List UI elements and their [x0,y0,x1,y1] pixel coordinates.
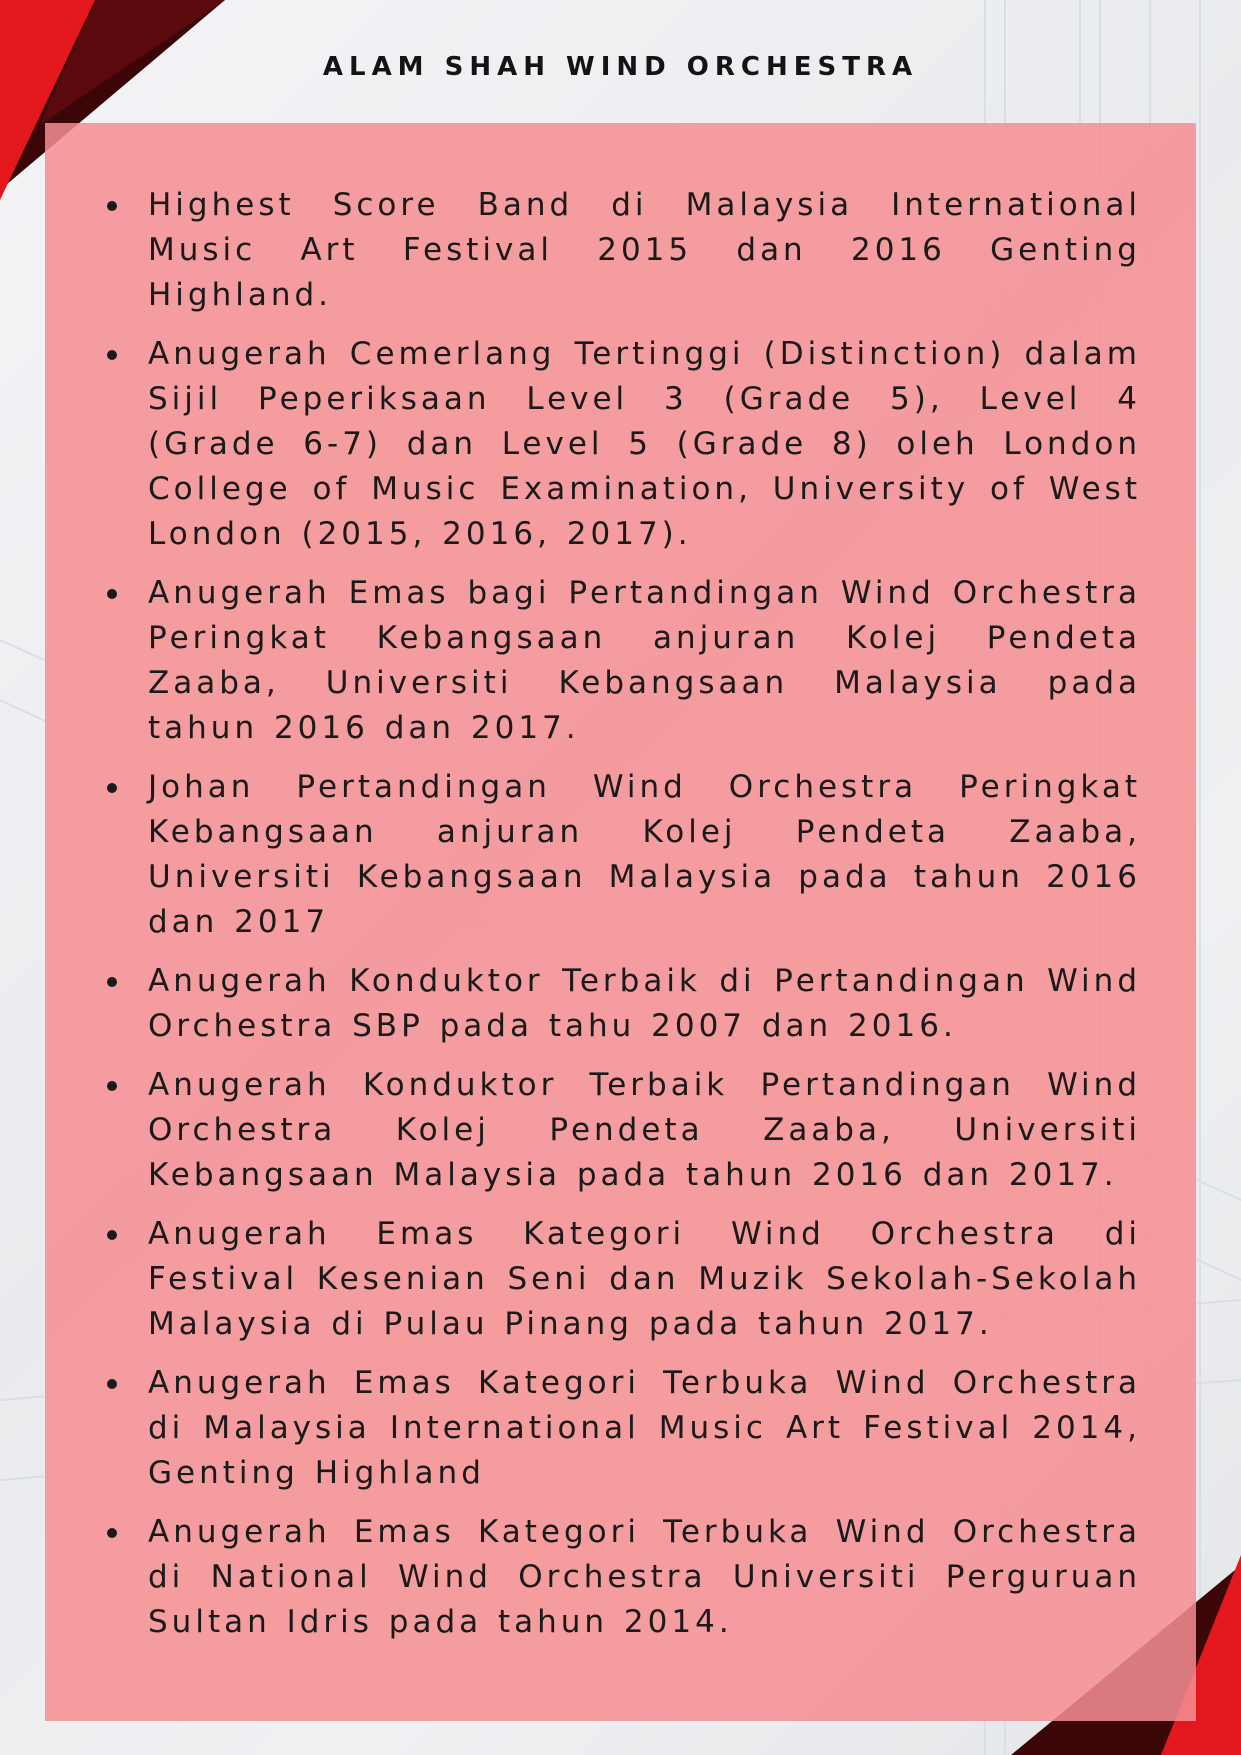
list-item [105,1510,1141,1645]
achievement-text: Anugerah Konduktor Terbaik di Pertandingan Wind Orchestra SBP pada tahu 2007 dan 2016. [148,963,1141,1044]
list-item [105,1361,1141,1496]
page-title: ALAM SHAH WIND ORCHESTRA [322,52,919,82]
achievement-text: Anugerah Cemerlang Tertinggi (Distinction) dalam Sijil Peperiksaan Level 3 (Grade 5), Level 4 (Grade 6-7) dan Level 5 (Grade 8) oleh London College of Music Examination, University of West London (2015, 2016, 2017). [148,336,1141,552]
achievements-panel [45,123,1196,1721]
bullet-icon [107,1528,117,1538]
bullet-icon [107,201,117,211]
bullet-icon [107,1081,117,1091]
achievement-text: Anugerah Emas Kategori Terbuka Wind Orchestra di Malaysia International Music Art Festival 2014, Genting Highland [148,1365,1141,1491]
achievements-list [105,183,1141,1659]
bullet-icon [107,589,117,599]
list-item [105,183,1141,318]
achievement-text: Anugerah Konduktor Terbaik Pertandingan Wind Orchestra Kolej Pendeta Zaaba, Universiti Kebangsaan Malaysia pada tahun 2016 dan 2017. [148,1067,1141,1193]
achievement-text: Highest Score Band di Malaysia International Music Art Festival 2015 dan 2016 Genting Highland. [148,187,1141,313]
achievement-text: Anugerah Emas Kategori Terbuka Wind Orchestra di National Wind Orchestra Universiti Perguruan Sultan Idris pada tahun 2014. [148,1514,1141,1640]
list-item [105,1212,1141,1347]
list-item [105,1063,1141,1198]
bullet-icon [107,1379,117,1389]
list-item [105,765,1141,945]
bullet-icon [107,350,117,360]
bullet-icon [107,1230,117,1240]
list-item [105,332,1141,557]
achievement-text: Anugerah Emas bagi Pertandingan Wind Orchestra Peringkat Kebangsaan anjuran Kolej Pendeta Zaaba, Universiti Kebangsaan Malaysia pada tahun 2016 dan 2017. [148,575,1141,746]
list-item [105,571,1141,751]
achievement-text: Anugerah Emas Kategori Wind Orchestra di Festival Kesenian Seni dan Muzik Sekolah-Sekolah Malaysia di Pulau Pinang pada tahun 2017. [148,1216,1141,1342]
achievement-text: Johan Pertandingan Wind Orchestra Peringkat Kebangsaan anjuran Kolej Pendeta Zaaba, Universiti Kebangsaan Malaysia pada tahun 2016 dan 2017 [148,769,1141,940]
list-item [105,959,1141,1049]
bullet-icon [107,977,117,987]
bullet-icon [107,783,117,793]
